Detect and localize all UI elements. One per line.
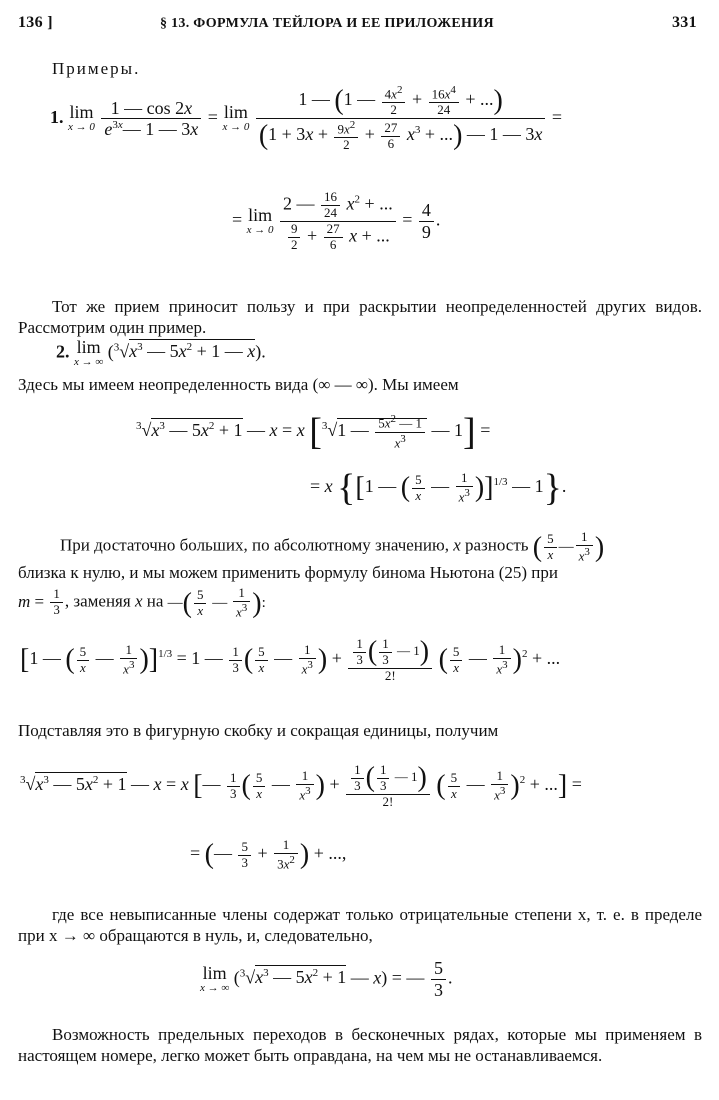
limit-operator: lim x → ∞: [74, 337, 104, 368]
fraction: 2 — $\frac{16}{24}$ $x^2$ + ... $\frac{9}{2}$ + $\frac{27}{6}$ x + ...: [280, 190, 396, 253]
limit-operator: lim x → 0: [222, 102, 250, 134]
substitution-line-2: = (— $\frac{5}{3}$ + $\frac{1}{3x^2}$ ) + ...,: [190, 837, 347, 872]
cube-root-expansion-line-1: $^3√x^3$ — $5x^2 + 1$ — x = x [$^3$√1 — $\frac{5x^2 — 1}{x^3}$ — 1] =: [136, 411, 491, 453]
paragraph: где все невыписанные члены содержат только отрицательные степени x, т. е. в пределе при x → ∞ обращаются в нуль, и, следовательно,: [18, 905, 702, 945]
paragraph: При достаточно больших, по абсолютному значению, x разность ( $\frac{5}{x}$ — $\frac{1}{x^3}$ ): [60, 529, 605, 564]
paragraph: Подставляя это в фигурную скобку и сокращая единицы, получим: [18, 721, 499, 740]
examples-heading: Примеры.: [52, 59, 141, 78]
fraction: 1 — (1 — $\frac{4x^2}{2}$ + $\frac{16x^4}{24}$ + ...) (1 + 3x + $\frac{9x^2}{2}$ + $\frac{27}{6}$ $x^3$ + ...) — 1 — 3x: [256, 84, 546, 153]
fraction: $\frac{1 — \cos 2x}{e^{3x}— 1 — 3x}$: [101, 98, 201, 140]
example-2-label: 2.: [56, 341, 70, 362]
page-number-left: 136 ]: [18, 14, 53, 31]
final-limit-formula: lim x → ∞ ($^3√x^3$ — $5x^2 + 1$ — x) = — $\frac{5}{3}$ .: [200, 958, 453, 1000]
example-1-label: 1.: [50, 106, 64, 127]
fraction: $\frac{5}{3}$: [431, 958, 446, 1000]
example-2-formula: 2. lim x → ∞ ($^3√x^3$ — $5x^2 + 1$ — x).: [56, 337, 266, 368]
example-1-formula-line-1: 1. lim x → 0 $\frac{1 — \cos 2x}{e^{3x}— 1 — 3x}$ = lim x → 0 1 — (1 — $\frac{4x^2}{2}$ + $\frac{16x^4}{24}$ + ...) (1 + 3x + $\frac{9x^2}{2}$ + $\frac{27}{6}$ $x^3$ + ...) — 1 — 3x =: [50, 84, 563, 153]
limit-operator: lim x → 0: [246, 205, 274, 237]
paragraph: Тот же прием приносит пользу и при раскрытии неопределенностей других видов. Рассмотрим один пример.: [18, 297, 702, 337]
binomial-expansion: [1 — ( $\frac{5}{x}$ — $\frac{1}{x^3}$ )]$^{1/3}$ = 1 — $\frac{1}{3}$ ( $\frac{5}{x}$ — $\frac{1}{x^3}$ ) + $\frac{1}{3}$ ( $\frac{1}{3}$ — 1) 2! ( $\frac{5}{x}$ — $\frac{1}{x^3}$ )$^2$ + ...: [20, 635, 561, 684]
cube-root-expansion-line-2: = x {[1 — ( $\frac{5}{x}$ — $\frac{1}{x^3}$ )]$^{1/3}$ — 1}.: [310, 467, 567, 509]
example-1-formula-line-2: = lim x → 0 2 — $\frac{16}{24}$ $x^2$ + ... $\frac{9}{2}$ + $\frac{27}{6}$ x + ... = $\frac{4}{9}$ .: [232, 189, 441, 252]
substitution-line-1: $^3√x^3$ — $5x^2 + 1$ — x = x [— $\frac{1}{3}$ ( $\frac{5}{x}$ — $\frac{1}{x^3}$ ) + $\frac{1}{3}$ ( $\frac{1}{3}$ — 1) 2! ( $\frac{5}{x}$ — $\frac{1}{x^3}$ )$^2$ + ...] =: [20, 761, 582, 810]
running-title: § 13. ФОРМУЛА ТЕЙЛОРА И ЕЕ ПРИЛОЖЕНИЯ: [160, 16, 494, 31]
fraction: $\frac{4}{9}$: [419, 200, 434, 242]
page-number-right: 331: [672, 14, 697, 31]
paragraph: Возможность предельных переходов в бесконечных рядах, которые мы применяем в настоящем номере, легко может быть оправдана, на чем мы не останавливаемся.: [18, 1025, 702, 1065]
paragraph: близка к нулю, и мы можем применить формулу бинома Ньютона (25) при: [18, 563, 559, 582]
paragraph: m = $\frac{1}{3}$ , заменяя x на —( $\frac{5}{x}$ — $\frac{1}{x^3}$ ):: [18, 585, 266, 620]
limit-operator: lim x → ∞: [200, 962, 230, 994]
paragraph: Здесь мы имеем неопределенность вида (∞ — ∞). Мы имеем: [18, 375, 459, 394]
limit-operator: lim x → 0: [68, 102, 95, 134]
